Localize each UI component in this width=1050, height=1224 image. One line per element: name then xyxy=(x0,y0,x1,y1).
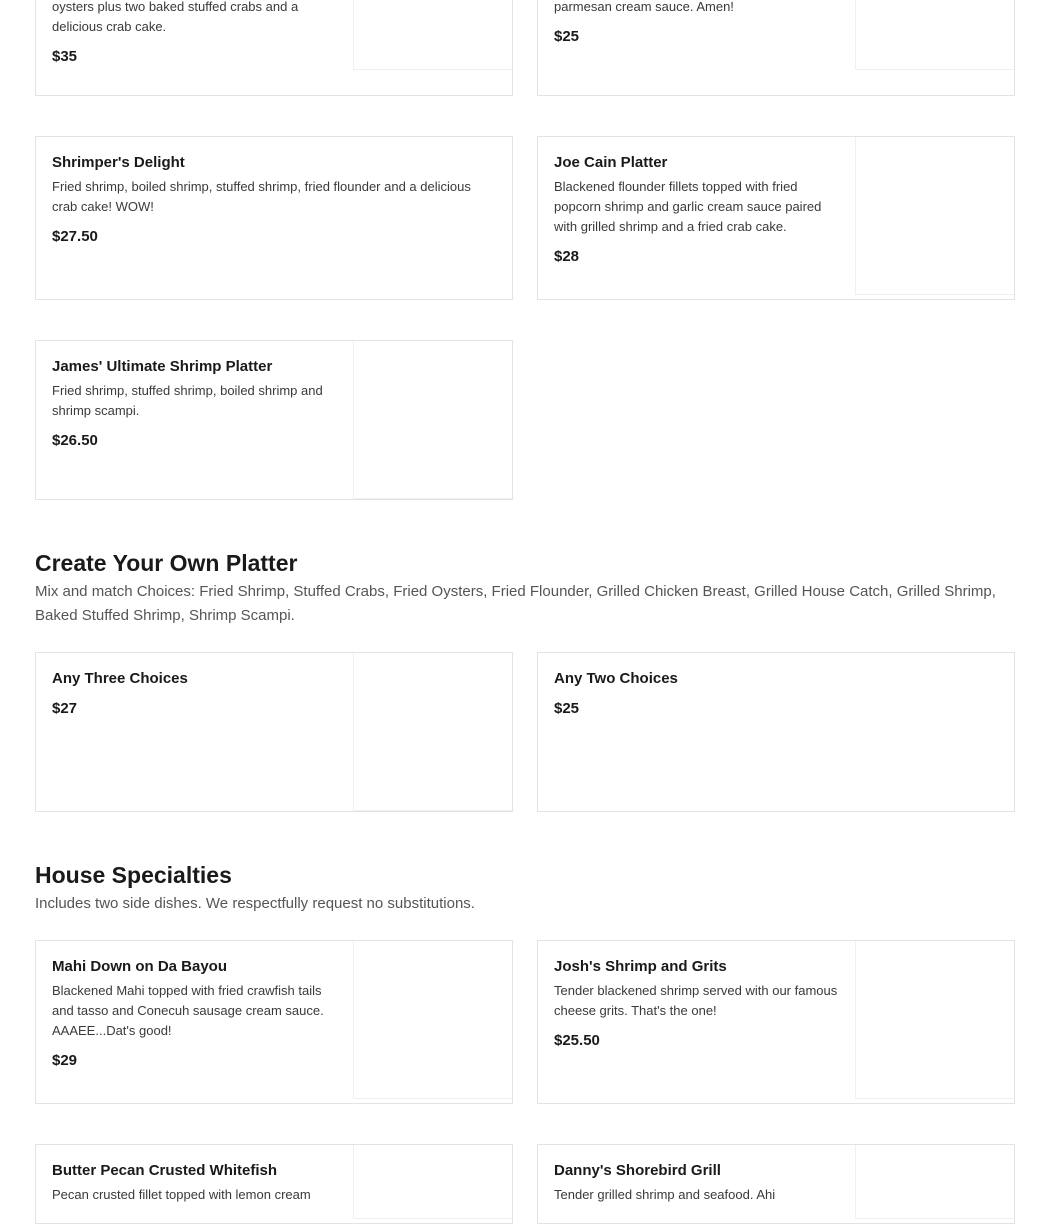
item-price: $29 xyxy=(52,1052,78,1069)
menu-item-card[interactable] xyxy=(537,652,1015,812)
menu-item-card[interactable] xyxy=(537,136,1015,300)
item-name: Any Three Choices xyxy=(52,670,188,687)
item-image xyxy=(855,1145,1014,1219)
item-description: Fried shrimp, boiled shrimp, stuffed shrimp, fried flounder and a delicious crab cake! WOW! xyxy=(52,179,471,214)
item-description: parmesan cream sauce. Amen! xyxy=(554,0,734,14)
item-price: $27.50 xyxy=(52,228,98,245)
item-description: Blackened Mahi topped with fried crawfish tails and tasso and Conecuh sausage cream sauce. AAAEE...Dat's good! xyxy=(52,983,324,1038)
item-name: Joe Cain Platter xyxy=(554,154,668,171)
item-description: Fried shrimp, stuffed shrimp, boiled shrimp and shrimp scampi. xyxy=(52,383,323,418)
menu-item-card[interactable] xyxy=(35,340,513,500)
item-image xyxy=(353,1145,512,1219)
item-price: $25.50 xyxy=(554,1032,600,1049)
item-image xyxy=(353,941,512,1099)
item-name: Danny's Shorebird Grill xyxy=(554,1162,721,1179)
item-image xyxy=(353,341,512,499)
menu-item-card[interactable] xyxy=(35,136,513,300)
item-price: $28 xyxy=(554,248,580,265)
menu-item-card[interactable] xyxy=(537,940,1015,1104)
menu-item-card[interactable] xyxy=(35,1144,513,1224)
item-name: Mahi Down on Da Bayou xyxy=(52,958,228,975)
section-description: Mix and match Choices: Fried Shrimp, Stuffed Crabs, Fried Oysters, Fried Flounder, Grilled Chicken Breast, Grilled House Catch, Grilled Shrimp, Baked Stuffed Shrimp, Shrimp Scampi. xyxy=(35,583,996,624)
item-description: Tender blackened shrimp served with our famous cheese grits. That's the one! xyxy=(554,983,838,1018)
item-price: $25 xyxy=(554,28,580,45)
section-title: House Specialties xyxy=(35,862,232,888)
item-name: Butter Pecan Crusted Whitefish xyxy=(52,1162,278,1179)
item-image xyxy=(855,137,1014,295)
item-image xyxy=(855,0,1014,70)
item-name: Any Two Choices xyxy=(554,670,678,687)
item-name: Josh's Shrimp and Grits xyxy=(554,958,727,975)
item-price: $35 xyxy=(52,48,78,65)
item-price: $26.50 xyxy=(52,432,98,449)
item-name: Shrimper's Delight xyxy=(52,154,185,171)
item-image xyxy=(353,653,512,811)
item-name: James' Ultimate Shrimp Platter xyxy=(52,358,273,375)
menu-item-card[interactable] xyxy=(35,652,513,812)
item-price: $27 xyxy=(52,700,78,717)
item-image xyxy=(353,0,512,70)
item-price: $25 xyxy=(554,700,580,717)
item-description: Pecan crusted fillet topped with lemon cream xyxy=(52,1187,311,1202)
menu-item-card[interactable] xyxy=(35,940,513,1104)
section-title: Create Your Own Platter xyxy=(35,550,298,576)
item-description: oysters plus two baked stuffed crabs and a delicious crab cake. xyxy=(52,0,299,34)
item-description: Blackened flounder fillets topped with fried popcorn shrimp and garlic cream sauce paired with grilled shrimp and a fried crab cake. xyxy=(554,179,822,234)
menu-item-card[interactable] xyxy=(35,0,513,96)
menu-item-card[interactable] xyxy=(537,0,1015,96)
item-image xyxy=(855,941,1014,1099)
menu-item-card[interactable] xyxy=(537,1144,1015,1224)
section-description: Includes two side dishes. We respectfully request no substitutions. xyxy=(35,895,475,912)
item-description: Tender grilled shrimp and seafood. Ahi xyxy=(554,1187,776,1202)
